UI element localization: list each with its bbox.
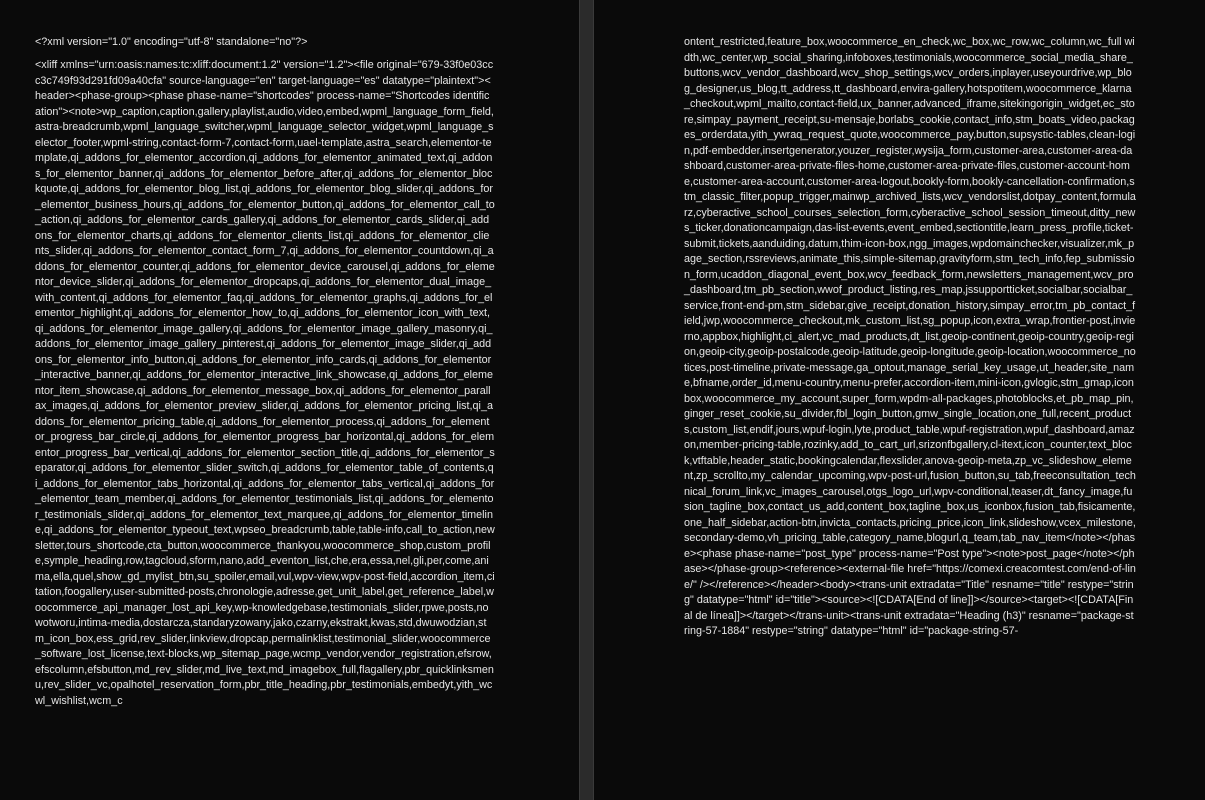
xliff-continued-text: ontent_restricted,feature_box,woocommerce_en_check,wc_box,wc_row,wc_column,wc_full width,wc_center,wp_social_sharing,infoboxes,testimonials,woocommerce_social_media_share_buttons,wcv_vendor_dashboard,wcv_shop_settings,wcv_orders,inplayer,useyourdrive,wp_blog_designer,us_blog,tt_address,tt_dashboard,envira-gallery,hotspotitem,woocommerce_klarna_checkout,wpml_mailto,contact-field,ux_banner,advanced_iframe,sitekingorigin_widget,ec_store,simpay_payment_receipt,su-mensaje,borlabs_cookie,contact_info,stm_boats_video,packages_orderdata,yith_ywraq_request_quote,woocommerce_pay,button,supsystic-tables,clean-login,pdf-embedder,insertgenerator,youzer_register,wysija_form,customer-area,customer-area-dashboard,customer-area-private-files-home,customer-area-private-files,customer-account-home,customer-area-account,customer-area-logout,bookly-form,bookly-cancellation-confirmation,stm_classic_filter,popup_trigger,mainwp_archived_lists,wcv_vendorslist,dotpay_content,formularz,cyberactive_school_courses_selection_form,cyberactive_school_session_timeout,ditty_news_ticker,donationcampaign,das-list-events,event_embed,sectiontitle,learn_press_profile,ticket-submit,tickets,aanduiding,datum,thim-icon-box,ngg_images,wpdomainchecker,visualizer,mk_page_section,rssreviews,animate_this,simple-sitemap,gravityform,stm_tech_info,fep_submission_form,ucaddon_diagonal_event_box,wcv_feedback_form,newsletters_management,wcv_pro_dashboard,tm_pb_section,wwof_product_listing,res_map,jssupportticket,socialbar,socialbar_service,front-end-pm,stm_sidebar,give_receipt,donation_history,simpay_error,tm_pb_contact_field,jwp,woocommerce_checkout,mk_custom_list,sg_popup,icon,extra_wrap,frontier-post,invierno,appbox,highlight,ci_alert,vc_mad_products,dt_list,geoip-continent,geoip-country,geoip-region,geoip-city,geoip-postalcode,geoip-latitude,geoip-longitude,geoip-location,woocommerce_notices,post-timeline,private-message,ga_optout,manage_serial_key_usage,ut_header,site_name,bfname,order_id,menu-country,menu-prefer,accordion-item,mini-icon,gvlogic,stm_gmap,iconbox,woocommerce_my_account,super_form,wpdm-all-packages,photoblocks,et_pb_map_pin,ginger_reset_cookie,su_divider,fbl_login_button,gmw_single_location,one_full,recent_products,custom_list,endif,jours,wpuf-login,lyte,product_table,wpuf-registration,wpuf_dashboard,amazon,member-pricing-table,rozinky,add_to_cart_url,srizonfbgallery,cl-itext,icon_counter,text_block,vtftable,header_static,bookingcalendar,flexslider,anova-geoip-meta,zp_vc_slideshow_element,zp_scrollto,my_calendar_upcoming,wpv-post-url,fusion_button,su_tab,freeconsultation_technical_forum_link,vc_images_carousel,otgs_logo_url,wpv-conditional,teaser,dt_fancy_image,fusion_tagline_box,contact_us_add,content_box,tagline_box,us_iconbox,fusion_tab,fisicamente,one_half_sidebar,action-btn,invicta_contacts,pricing_price,icon_link,slideshow,vcex_milestone,secondary-demo,vh_pricing_table,category_name,blogurl,q_team,tab_nav_item</note></phase><phase phase-name="post_type" process-name="Post type"><note>post_page</note></phase></phase-group><reference><external-file href="https://comexi.creacomtest.com/end-of-line/" /></reference></header><body><trans-unit extradata="Title" resname="title" restype="string" datatype="html" id="title"><source><![CDATA[End of line]]></source><target><![CDATA[Final de línea]]></target></trans-unit><trans-unit extradata="Heading (h3)" resname="package-string-57-1884" restype="string" datatype="html" id="package-string-57-: [684, 36, 1136, 637]
document-page-left: [0, 0, 579, 800]
page-separator: [579, 0, 594, 800]
xml-declaration-text: <?xml version="1.0" encoding="utf-8" standalone="no"?>: [35, 36, 308, 48]
xliff-body-text: <xliff xmlns="urn:oasis:names:tc:xliff:document:1.2" version="1.2"><file original="679-33f0e03ccc3c749f93d291fd09a40cfa" source-language="en" target-language="es" datatype="plaintext"><header><phase-group><phase phase-name="shortcodes" process-name="Shortcodes identification"><note>wp_caption,caption,gallery,playlist,audio,video,embed,wpml_language_form_field,astra-breadcrumb,wpml_language_switcher,wpml_language_selector_widget,wpml_language_selector_footer,wpml-string,contact-form-7,contact-form,uael-template,astra_search,elementor-template,qi_addons_for_elementor_accordion,qi_addons_for_elementor_animated_text,qi_addons_for_elementor_banner,qi_addons_for_elementor_before_after,qi_addons_for_elementor_blockquote,qi_addons_for_elementor_blog_list,qi_addons_for_elementor_blog_slider,qi_addons_for_elementor_business_hours,qi_addons_for_elementor_button,qi_addons_for_elementor_call_to_action,qi_addons_for_elementor_cards_gallery,qi_addons_for_elementor_cards_slider,qi_addons_for_elementor_charts,qi_addons_for_elementor_clients_list,qi_addons_for_elementor_clients_slider,qi_addons_for_elementor_contact_form_7,qi_addons_for_elementor_countdown,qi_addons_for_elementor_counter,qi_addons_for_elementor_device_carousel,qi_addons_for_elementor_device_slider,qi_addons_for_elementor_dropcaps,qi_addons_for_elementor_dual_image_with_content,qi_addons_for_elementor_faq,qi_addons_for_elementor_graphs,qi_addons_for_elementor_highlight,qi_addons_for_elementor_how_to,qi_addons_for_elementor_icon_with_text,qi_addons_for_elementor_image_gallery,qi_addons_for_elementor_image_gallery_masonry,qi_addons_for_elementor_image_gallery_pinterest,qi_addons_for_elementor_image_slider,qi_addons_for_elementor_info_button,qi_addons_for_elementor_info_cards,qi_addons_for_elementor_interactive_banner,qi_addons_for_elementor_interactive_link_showcase,qi_addons_for_elementor_item_showcase,qi_addons_for_elementor_message_box,qi_addons_for_elementor_parallax_images,qi_addons_for_elementor_preview_slider,qi_addons_for_elementor_pricing_list,qi_addons_for_elementor_pricing_table,qi_addons_for_elementor_process,qi_addons_for_elementor_progress_bar_circle,qi_addons_for_elementor_progress_bar_horizontal,qi_addons_for_elementor_progress_bar_vertical,qi_addons_for_elementor_section_title,qi_addons_for_elementor_separator,qi_addons_for_elementor_slider_switch,qi_addons_for_elementor_table_of_contents,qi_addons_for_elementor_tabs_horizontal,qi_addons_for_elementor_tabs_vertical,qi_addons_for_elementor_team_member,qi_addons_for_elementor_testimonials_list,qi_addons_for_elementor_testimonials_slider,qi_addons_for_elementor_text_marquee,qi_addons_for_elementor_timeline,qi_addons_for_elementor_typeout_text,wpseo_breadcrumb,table,table-info,call_to_action,newsletter,tours_shortcode,cta_button,woocommerce_thankyou,woocommerce_shop,custom_profile,symple_heading,row,tagcloud,sform,nano,add_eventon_list,che,era,essa,nel,gli,per,come,anima,ella,quel,show_gd_mylist_btn,su_spoiler,email,vul,wpv-view,wpv-post-field,accordion_item,citation,foogallery,user-submitted-posts,chronologie,adresse,get_unit_label,get_reference_label,woocommerce_api_manager_lost_api_key,wp-knowledgebase,testimonials_slider,rpwe,posts,nowotworu,intima-media,dostarcza,standaryzowany,jako,czarny,ekstrakt,kwas,std,dwuwodzian,stm_icon_box,ess_grid,rev_slider,linkview,dropcap,permalinklist,testimonial_slider,woocommerce_software_lost_license,text-blocks,wp_sitemap_page,wcmp_vendor,vendor_registration,efsrow,efscolumn,efsbutton,md_rev_slider,md_live_text,md_imagebox_full,flagallery,pbr_quicklinksmenu,rev_slider_vc,opalhotel_reservation_form,pbr_title_heading,pbr_testimonials,embedyt,yith_wcwl_wishlist,wcm_c: [35, 59, 495, 707]
document-page-right: [594, 0, 1205, 800]
